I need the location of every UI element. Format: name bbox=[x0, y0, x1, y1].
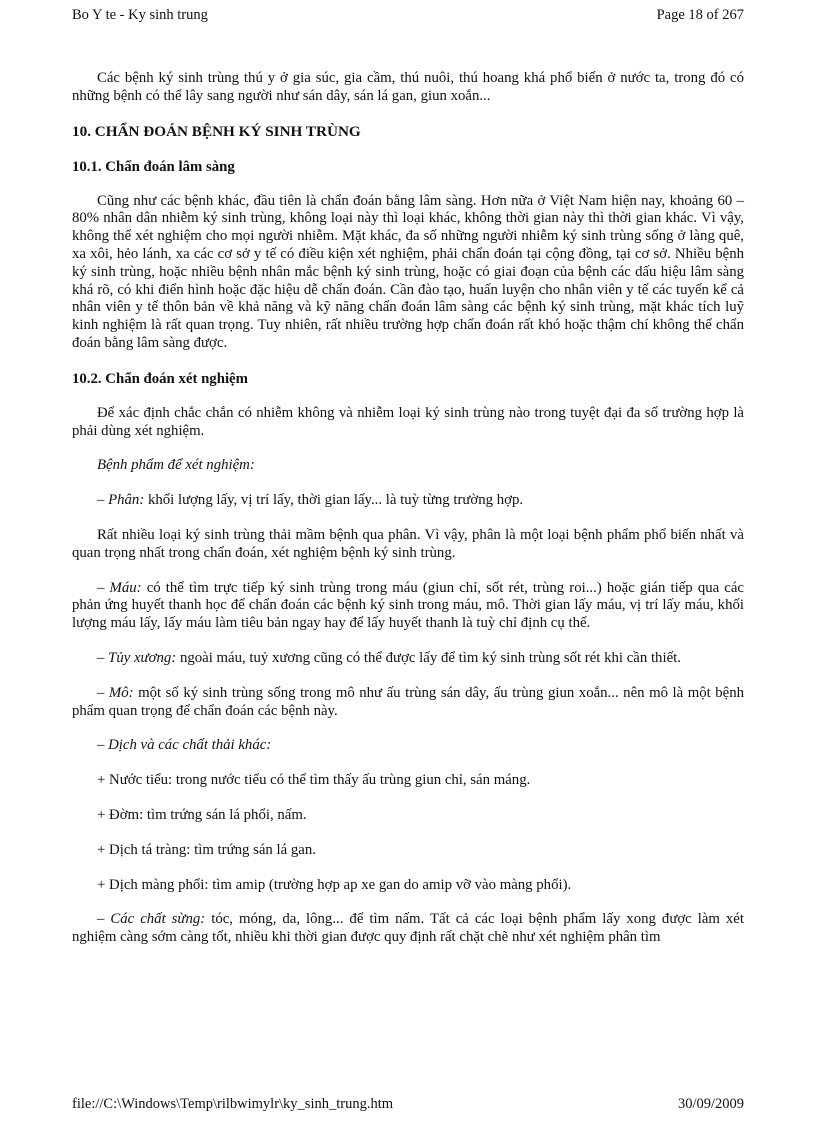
page-header bbox=[72, 0, 744, 30]
keratin-label: – Các chất sừng: bbox=[97, 911, 206, 928]
intro-paragraph: Các bệnh ký sinh trùng thú y ở gia súc, gia cầm, thú nuôi, thú hoang khá phổ biến ở nước ta, trong đó có những bệnh có thể lây sang người như sán dây, sán lá gan, giun xoắn... bbox=[72, 70, 744, 104]
page-footer bbox=[72, 1089, 744, 1119]
footer-file-path: file://C:\Windows\Temp\rilbwimylr\ky_sinh_trung.htm bbox=[72, 1095, 394, 1112]
header-title: Bo Y te - Ky sinh trung bbox=[72, 6, 208, 23]
marrow-label: – Tủy xương: bbox=[97, 649, 177, 666]
footer-date: 30/09/2009 bbox=[677, 1095, 744, 1112]
specimen-heading: Bệnh phẩm để xét nghiệm: bbox=[97, 457, 255, 474]
lab-paragraph: Để xác định chắc chắn có nhiễm không và nhiễm loại ký sinh trùng nào trong tuyệt đại đa số trường hợp là phải dùng xét nghiệm. bbox=[72, 404, 744, 439]
section-heading: 10. CHẨN ĐOÁN BỆNH KÝ SINH TRÙNG bbox=[72, 122, 361, 140]
header-page-number: Page 18 of 267 bbox=[656, 6, 744, 23]
blood-label: – Máu: bbox=[97, 579, 142, 596]
fluids-heading: – Dịch và các chất thải khác: bbox=[97, 737, 272, 754]
stool-label: – Phân: bbox=[97, 492, 145, 509]
document-body bbox=[72, 70, 744, 964]
subsection-heading-lab: 10.2. Chẩn đoán xét nghiệm bbox=[72, 370, 248, 387]
stool-detail-paragraph: Rất nhiều loại ký sinh trùng thải mầm bệnh qua phân. Vì vậy, phân là một loại bệnh phẩm phổ biến nhất và quan trọng nhất trong chẩn đoán, xét nghiệm bệnh ký sinh trùng. bbox=[72, 526, 744, 561]
clinical-paragraph: Cũng như các bệnh khác, đầu tiên là chẩn đoán bằng lâm sàng. Hơn nữa ở Việt Nam hiện nay, khoảng 60 – 80% nhân dân nhiễm ký sinh trùng, không loại này thì loại khác, không thời gian này thì thời gian khác. Vì vậy, không thể xét nghiệm cho mọi người nhiễm. Mặt khác, đa số những người nhiễm ký sinh trùng sống ở làng quê, xa xôi, hẻo lánh, xa các cơ sở y tế có điều kiện xét nghiệm, phải chẩn đoán tại cộng đồng, tại cơ sở. Nhiều bệnh ký sinh trùng, hoặc nhiều bệnh nhân mắc bệnh ký sinh trùng, hoặc có giai đoạn của bệnh các dấu hiệu lâm sàng khá rõ, có khi điển hình hoặc đặc hiệu dễ chẩn đoán. Cần đào tạo, huấn luyện cho nhân viên y tế các tuyến kể cả nhân viên y tế thôn bản về khả năng và kỹ năng chẩn đoán lâm sàng các bệnh ký sinh trùng, mặt khác tích luỹ kinh nghiệm là rất quan trọng. Tuy nhiên, rất nhiều trường hợp chẩn đoán rất khó hoặc thậm chí không thể chẩn đoán bằng lâm sàng được. bbox=[72, 192, 744, 351]
duodenal-item: + Dịch tá tràng: tìm trứng sán lá gan. bbox=[97, 841, 316, 858]
sputum-item: + Đờm: tìm trứng sán lá phổi, nấm. bbox=[97, 806, 307, 823]
pleural-item: + Dịch màng phổi: tìm amip (trường hợp ap xe gan do amip vỡ vào màng phổi). bbox=[97, 876, 572, 893]
urine-item: + Nước tiểu: trong nước tiểu có thể tìm thấy ấu trùng giun chỉ, sán máng. bbox=[97, 772, 531, 789]
blood-item: – Máu: có thể tìm trực tiếp ký sinh trùng trong máu (giun chỉ, sốt rét, trùng roi...) hoặc gián tiếp qua các phản ứng huyết thanh học để chẩn đoán các bệnh ký sinh trong máu, mô. Thời gian lấy máu, vị trí lấy máu, khối lượng máu lấy, lấy máu làm tiêu bản ngay hay để lấy huyết thanh là tuỳ chỉ định cụ thể. bbox=[72, 579, 744, 632]
marrow-item: – Tủy xương: ngoài máu, tuỷ xương cũng có thể được lấy để tìm ký sinh trùng sốt rét khi cần thiết. bbox=[97, 649, 681, 666]
keratin-item: – Các chất sừng: tóc, móng, da, lông... để tìm nấm. Tất cả các loại bệnh phẩm lấy xong được làm xét nghiệm càng sớm càng tốt, nhiều khi thời gian được quy định rất chặt chẽ như xét nghiệm phân tìm bbox=[72, 911, 744, 946]
tissue-item: – Mô: một số ký sinh trùng sống trong mô như ấu trùng sán dây, ấu trùng giun xoắn... nên mô là một bệnh phẩm quan trọng để chẩn đoán các bệnh này. bbox=[72, 684, 745, 719]
tissue-label: – Mô: bbox=[97, 684, 134, 701]
stool-item: – Phân: khối lượng lấy, vị trí lấy, thời gian lấy... là tuỳ từng trường hợp. bbox=[97, 492, 524, 509]
subsection-heading-clinical: 10.1. Chẩn đoán lâm sàng bbox=[72, 158, 235, 175]
